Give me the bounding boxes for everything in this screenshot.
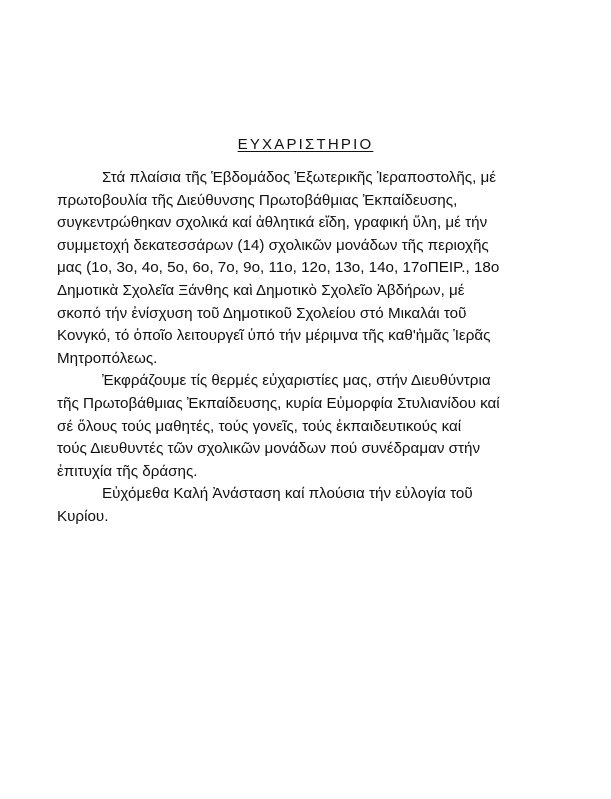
paragraph-1 xyxy=(57,167,557,370)
text-line: συγκεντρώθηκαν σχολικά καί ἀθλητικά εἴδη, γραφική ὕλη, μέ τήν xyxy=(57,214,488,232)
text-line: τούς Διευθυντές τῶν σχολικῶν μονάδων πού συνέδραμαν στήν xyxy=(57,440,481,458)
text-line: τῆς Πρωτοβάθμιας Ἐκπαίδευσης, κυρία Εὐμορφία Στυλιανίδου καί xyxy=(57,394,500,412)
text-line: Στά πλαίσια τῆς Ἑβδομάδος Ἐξωτερικῆς Ἱεραποστολῆς, μέ xyxy=(102,169,497,186)
text-line: Κονγκό, τό ὁποῖο λειτουργεῖ ὑπό τήν μέριμνα τῆς καθ'ἡμᾶς Ἱερᾶς xyxy=(57,327,491,345)
text-line: σκοπό τήν ἐνίσχυση τοῦ Δημοτικοῦ Σχολείου στό Μικαλάι τοῦ xyxy=(57,304,467,322)
text-line: πρωτοβουλία τῆς Διεύθυνσης Πρωτοβάθμιας Ἐκπαίδευσης, xyxy=(57,191,458,209)
document-title: ΕΥΧΑΡΙΣΤΗΡΙΟ xyxy=(237,136,374,153)
text-line: Ἐκφράζουμε τίς θερμές εὐχαριστίες μας, στήν Διευθύντρια xyxy=(102,372,491,390)
document-body xyxy=(57,167,557,529)
text-line: σέ ὅλους τούς μαθητές, τούς γονεῖς, τούς ἐκπαιδευτικούς καί xyxy=(57,417,462,435)
paragraph-2 xyxy=(57,370,557,483)
text-line: Μητροπόλεως. xyxy=(57,349,158,367)
text-line: μας (1ο, 3ο, 4ο, 5ο, 6ο, 7ο, 9ο, 11ο, 12ο, 13ο, 14ο, 17οΠΕΙΡ., 18ο xyxy=(57,259,500,277)
text-line: Εὐχόμεθα Καλή Ἀνάσταση καί πλούσια τήν εὐλογία τοῦ xyxy=(102,485,473,503)
text-line: ἐπιτυχία τῆς δράσης. xyxy=(57,462,198,480)
text-line: Δημοτικὰ Σχολεῖα Ξάνθης καὶ Δημοτικὸ Σχολεῖο Ἀβδήρων, μέ xyxy=(57,281,465,299)
text-line: συμμετοχή δεκατεσσάρων (14) σχολικῶν μονάδων τῆς περιοχῆς xyxy=(57,236,489,254)
paragraph-3 xyxy=(57,483,557,528)
text-line: Κυρίου. xyxy=(57,507,109,525)
